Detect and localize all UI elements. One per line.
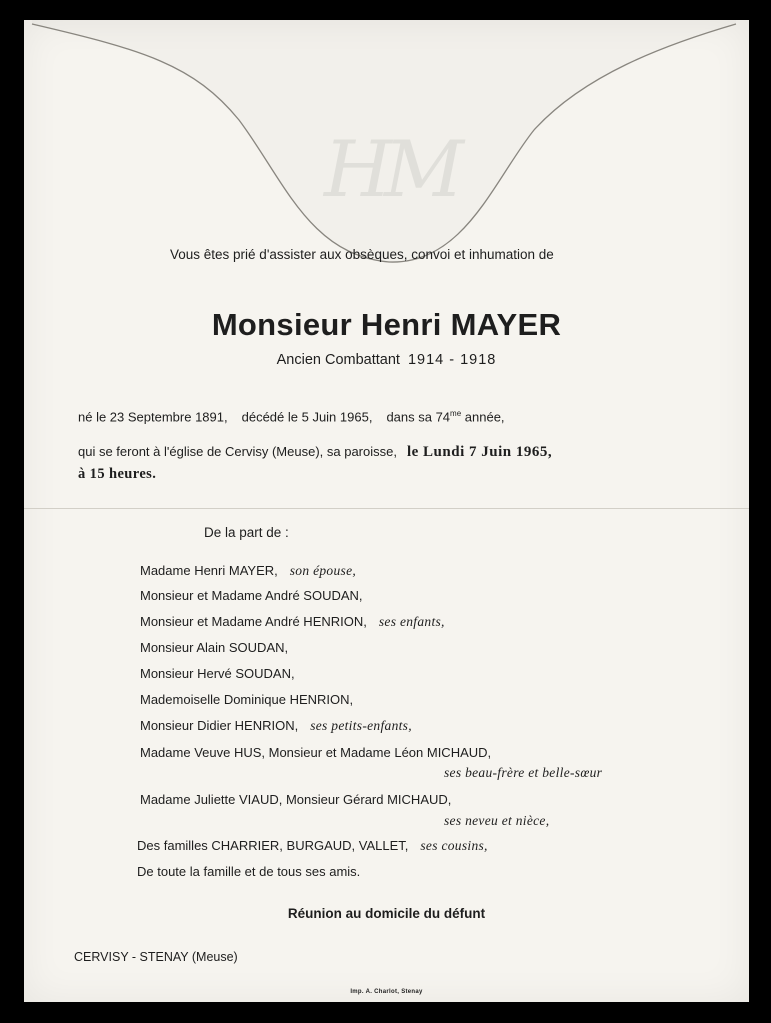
family-line <box>140 718 412 734</box>
family-names: Madame Henri MAYER, <box>140 563 278 578</box>
family-line <box>140 563 356 579</box>
family-names: Monsieur Didier HENRION, <box>140 718 299 733</box>
family-line <box>140 692 365 708</box>
age-prefix: dans sa 74 <box>386 409 451 425</box>
reunion-notice: Réunion au domicile du défunt <box>287 906 486 921</box>
veteran-title: Ancien Combattant <box>276 352 400 368</box>
ceremony-date: le Lundi 7 Juin 1965, <box>406 444 553 460</box>
family-names: Monsieur et Madame André HENRION, <box>140 614 367 629</box>
ceremony-line <box>78 444 552 461</box>
family-names: Monsieur Alain SOUDAN, <box>140 640 289 655</box>
family-line <box>140 614 445 630</box>
family-line <box>140 588 375 604</box>
family-names: Monsieur et Madame André SOUDAN, <box>140 588 363 603</box>
ceremony-location: qui se feront à l'église de Cervisy (Meuse), sa paroisse, <box>78 444 397 459</box>
from-label: De la part de : <box>204 525 289 540</box>
family-relation-neveu: ses neveu et nièce, <box>444 813 550 828</box>
paper-fold-line <box>24 508 749 509</box>
family-relation: ses cousins, <box>420 838 488 853</box>
family-names: De toute la famille et de tous ses amis. <box>137 864 361 879</box>
age-superscript: me <box>450 409 462 418</box>
family-line <box>140 745 491 760</box>
death-date: décédé le 5 Juin 1965, <box>241 409 373 425</box>
war-years: 1914 - 1918 <box>407 352 497 368</box>
deceased-name: Monsieur Henri MAYER <box>211 307 562 342</box>
family-line <box>140 640 300 656</box>
place-location: CERVISY - STENAY (Meuse) <box>74 950 238 964</box>
family-line <box>137 864 360 879</box>
invitation-text: Vous êtes prié d'assister aux obsèques, convoi et inhumation de <box>170 247 554 262</box>
family-relation: ses petits-enfants, <box>310 718 412 733</box>
family-names: Mademoiselle Dominique HENRION, <box>140 692 354 707</box>
family-line <box>140 666 307 682</box>
family-names: Monsieur Hervé SOUDAN, <box>140 666 295 681</box>
family-names: Des familles CHARRIER, BURGAUD, VALLET, <box>137 838 409 853</box>
family-line <box>140 792 451 807</box>
printer-credit: Imp. A. Charlot, Stenay <box>350 989 423 995</box>
deceased-subtitle <box>24 352 749 368</box>
birth-date: né le 23 Septembre 1891, <box>78 409 228 425</box>
age-suffix: année, <box>461 409 505 425</box>
family-relation: ses enfants, <box>378 614 445 629</box>
funeral-notice-card <box>24 20 749 1002</box>
family-relation-beau-frere: ses beau-frère et belle-sœur <box>444 765 603 780</box>
embossed-monogram: HM <box>324 125 456 215</box>
birth-death-line <box>78 409 505 424</box>
family-names: Madame Veuve HUS, Monsieur et Madame Léon MICHAUD, <box>140 745 492 760</box>
family-names: Madame Juliette VIAUD, Monsieur Gérard MICHAUD, <box>140 792 452 807</box>
family-relation: son épouse, <box>289 563 357 578</box>
family-line <box>137 838 488 854</box>
ceremony-time: à 15 heures. <box>78 466 157 482</box>
